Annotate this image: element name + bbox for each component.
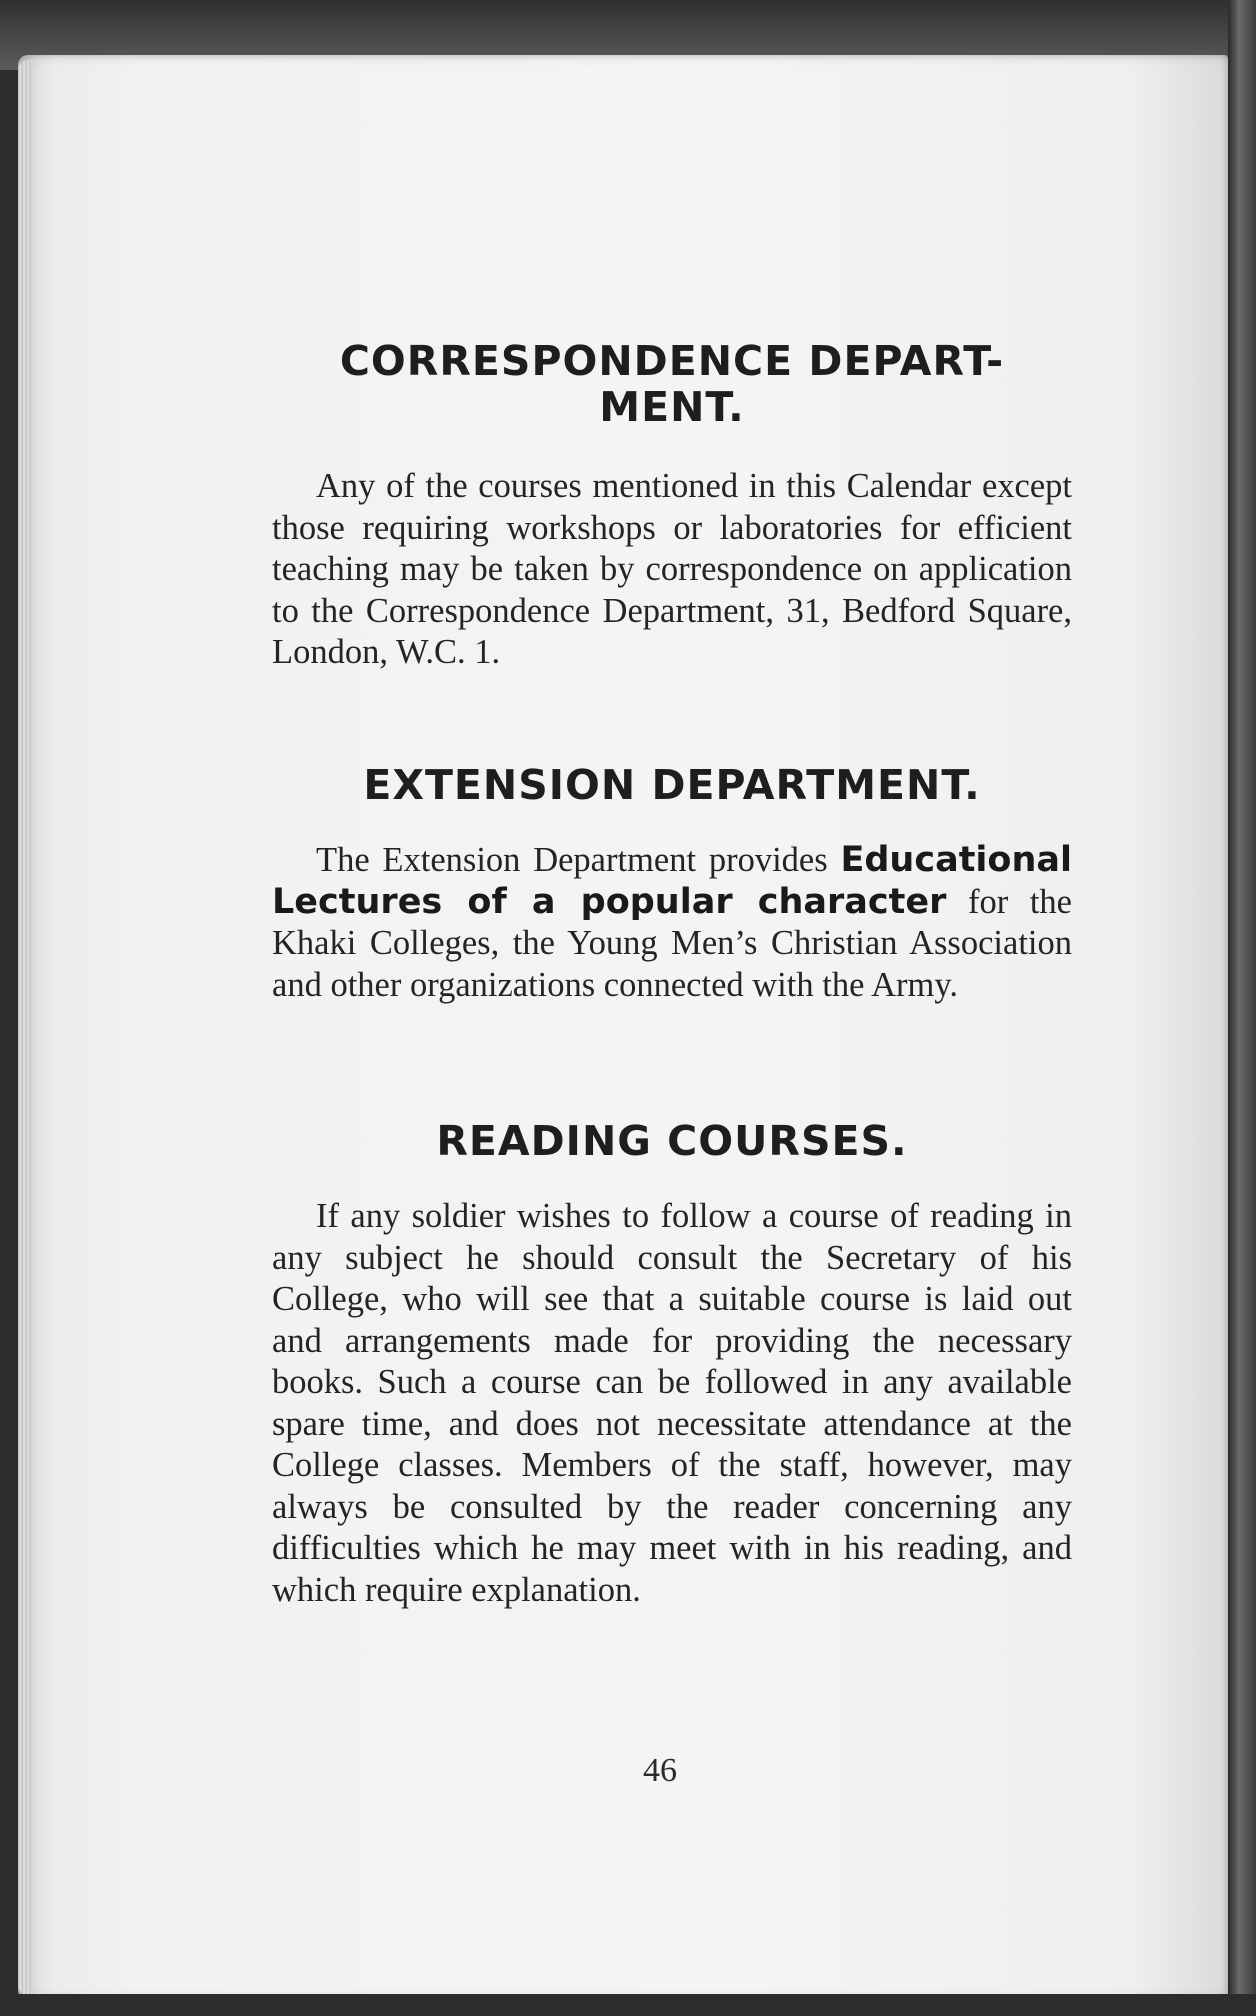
reading-body: If any soldier wishes to follow a course of reading in any subject he should consult the Secretary of his College, who will see that a suitable course is laid out and arrangements made for providing the necessary books. Such a course can be followed in any available spare time, and does not necessitate attendance at the College classes. Members of the staff, however, may always be consulted by the reader concerning any difficulties which he may meet with in his reading, and which require explanation. (272, 1197, 1072, 1609)
reading-heading: READING COURSES. (436, 1117, 908, 1165)
correspondence-heading-line2: MENT. (599, 383, 745, 431)
page-number: 46 (643, 1752, 677, 1789)
page-edges (18, 60, 32, 1995)
reading-section (272, 1118, 1072, 1611)
bottom-background (0, 1994, 1256, 2016)
extension-section (272, 762, 1072, 1006)
extension-paragraph (272, 840, 1072, 1006)
correspondence-heading-line1: CORRESPONDENCE DEPART- (339, 337, 1005, 385)
extension-heading: EXTENSION DEPARTMENT. (363, 761, 981, 809)
extension-body-start: The Extension Department provides (316, 841, 828, 879)
reading-paragraph (272, 1196, 1072, 1611)
extension-body-bold: Educational Lectures of a popular character (272, 840, 1073, 922)
correspondence-body: Any of the courses mentioned in this Calendar except those requiring workshops or laboratories for efficient teaching may be taken by correspondence on application to the Correspondence Department, 31, Bedford Square, London, W.C. 1. (272, 467, 1072, 671)
extension-body-end: for the Khaki Colleges, the Young Men’s Christian Association and other organizations connected with the Army. (272, 882, 1072, 1004)
book-spine (1228, 0, 1256, 2016)
correspondence-section (272, 338, 1072, 674)
correspondence-paragraph (272, 466, 1072, 674)
